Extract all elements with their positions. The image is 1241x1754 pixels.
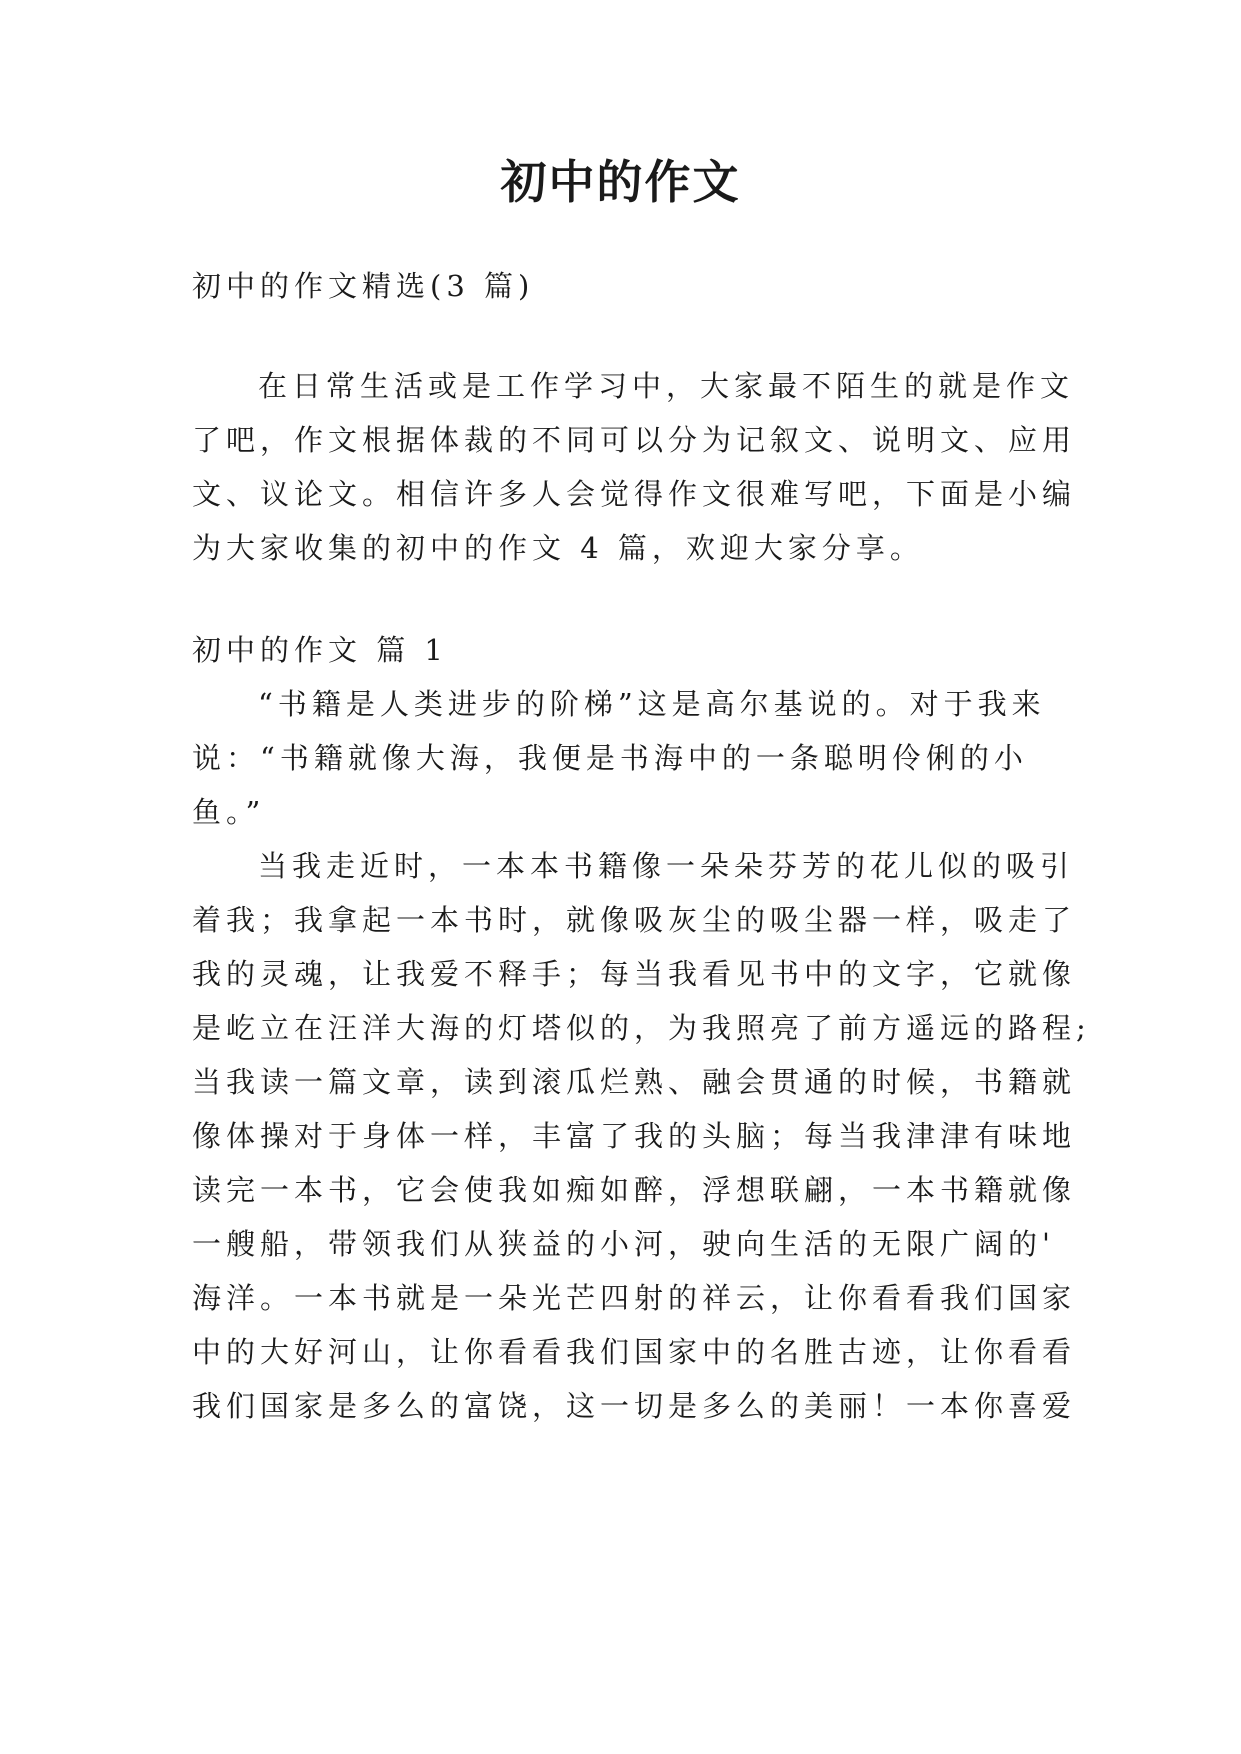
paragraph-line: 当我走近时，一本本书籍像一朵朵芬芳的花儿似的吸引 [258, 849, 1075, 883]
paragraph-line: 当我读一篇文章，读到滚瓜烂熟、融会贯通的时候，书籍就 [192, 1065, 1077, 1099]
paragraph-line: 鱼。” [192, 795, 266, 829]
intro-line: 了吧，作文根据体裁的不同可以分为记叙文、说明文、应用 [192, 423, 1077, 457]
paragraph-line: 海洋。一本书就是一朵光芒四射的祥云，让你看看我们国家 [192, 1281, 1077, 1315]
document-subtitle: 初中的作文精选(3 篇) [192, 269, 535, 303]
section-heading: 初中的作文 篇 1 [192, 633, 448, 667]
paragraph-line: 中的大好河山，让你看看我们国家中的名胜古迹，让你看看 [192, 1335, 1077, 1369]
paragraph-line: 我的灵魂，让我爱不释手；每当我看见书中的文字，它就像 [192, 957, 1077, 991]
intro-line: 在日常生活或是工作学习中，大家最不陌生的就是作文 [258, 369, 1075, 403]
intro-line: 文、议论文。相信许多人会觉得作文很难写吧，下面是小编 [192, 477, 1077, 511]
paragraph-line: 读完一本书，它会使我如痴如醉，浮想联翩，一本书籍就像 [192, 1173, 1077, 1207]
intro-line: 为大家收集的初中的作文 4 篇，欢迎大家分享。 [192, 531, 924, 565]
paragraph-line: 是屹立在汪洋大海的灯塔似的，为我照亮了前方遥远的路程; [192, 1011, 1091, 1045]
paragraph-line: 一艘船，带领我们从狭益的小河，驶向生活的无限广阔的' [192, 1227, 1055, 1261]
document-title: 初中的作文 [500, 155, 741, 209]
paragraph-line: 着我；我拿起一本书时，就像吸灰尘的吸尘器一样，吸走了 [192, 903, 1077, 937]
paragraph-line: 说：“书籍就像大海，我便是书海中的一条聪明伶俐的小 [192, 741, 1028, 775]
paragraph-line: 像体操对于身体一样，丰富了我的头脑；每当我津津有味地 [192, 1119, 1077, 1153]
paragraph-line: 我们国家是多么的富饶，这一切是多么的美丽！一本你喜爱 [192, 1389, 1077, 1423]
paragraph-line: “书籍是人类进步的阶梯”这是高尔基说的。对于我来 [258, 687, 1046, 721]
